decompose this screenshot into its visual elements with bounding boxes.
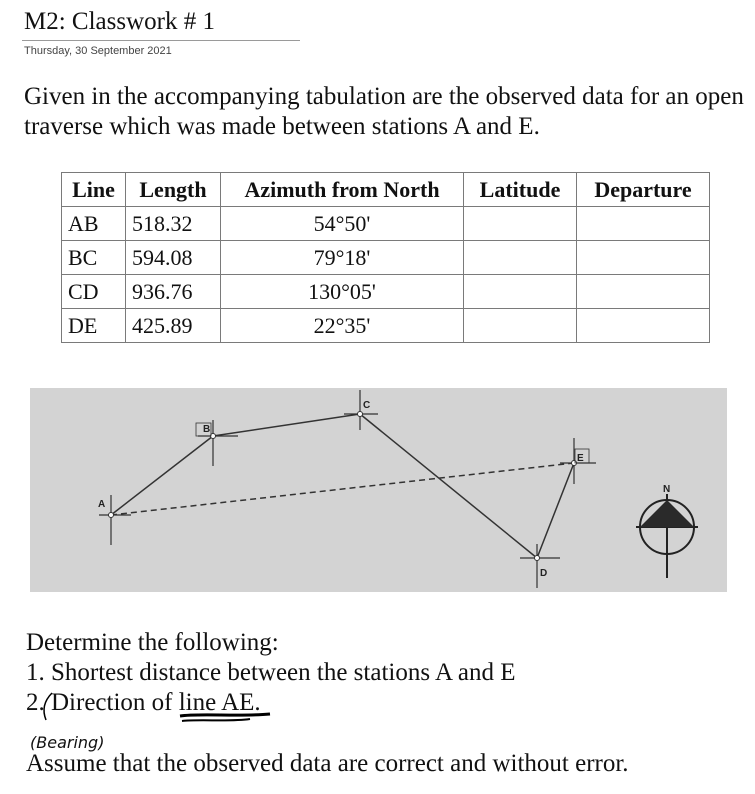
cell-line: DE xyxy=(62,309,126,343)
station-c-label: C xyxy=(363,400,371,411)
header-length: Length xyxy=(126,173,221,207)
handwritten-note: (Bearing) xyxy=(30,733,105,752)
station-d-label: D xyxy=(540,568,548,579)
header-departure: Departure xyxy=(577,173,710,207)
figure-background xyxy=(30,388,727,592)
table-row xyxy=(62,309,710,343)
cell-departure xyxy=(577,309,710,343)
traverse-table xyxy=(61,172,710,343)
cell-length: 594.08 xyxy=(126,241,221,275)
title-divider xyxy=(22,40,300,41)
header-line: Line xyxy=(62,173,126,207)
cell-latitude xyxy=(464,309,577,343)
question-item: 1. Shortest distance between the stations A and E xyxy=(26,659,516,686)
cell-length: 936.76 xyxy=(126,275,221,309)
cell-departure xyxy=(577,207,710,241)
north-label: N xyxy=(663,484,671,495)
cell-line: BC xyxy=(62,241,126,275)
table-row xyxy=(62,241,710,275)
problem-statement: Given in the accompanying tabulation are the observed data for an open traverse which was made between stations A and E. xyxy=(24,83,744,140)
closing-note: Assume that the observed data are correct and without error. xyxy=(26,750,629,777)
table-row xyxy=(62,207,710,241)
question-item: 2. Direction of line AE. xyxy=(26,689,261,716)
page-date: Thursday, 30 September 2021 xyxy=(24,45,172,57)
station-e-label: E xyxy=(577,453,584,464)
cell-latitude xyxy=(464,207,577,241)
cell-azimuth: 54°50' xyxy=(221,207,464,241)
questions-heading: Determine the following: xyxy=(26,629,279,656)
cell-latitude xyxy=(464,275,577,309)
cell-departure xyxy=(577,241,710,275)
cell-latitude xyxy=(464,241,577,275)
cell-azimuth: 79°18' xyxy=(221,241,464,275)
header-latitude: Latitude xyxy=(464,173,577,207)
cell-departure xyxy=(577,275,710,309)
station-b-label: B xyxy=(203,424,211,435)
cell-length: 518.32 xyxy=(126,207,221,241)
questions-block xyxy=(26,628,516,718)
station-a-label: A xyxy=(98,499,106,510)
table-row xyxy=(62,275,710,309)
cell-length: 425.89 xyxy=(126,309,221,343)
cell-azimuth: 130°05' xyxy=(221,275,464,309)
page-title: M2: Classwork # 1 xyxy=(24,8,215,35)
header-azimuth: Azimuth from North xyxy=(221,173,464,207)
traverse-figure xyxy=(30,388,727,592)
table-header-row xyxy=(62,173,710,207)
cell-line: AB xyxy=(62,207,126,241)
cell-azimuth: 22°35' xyxy=(221,309,464,343)
cell-line: CD xyxy=(62,275,126,309)
